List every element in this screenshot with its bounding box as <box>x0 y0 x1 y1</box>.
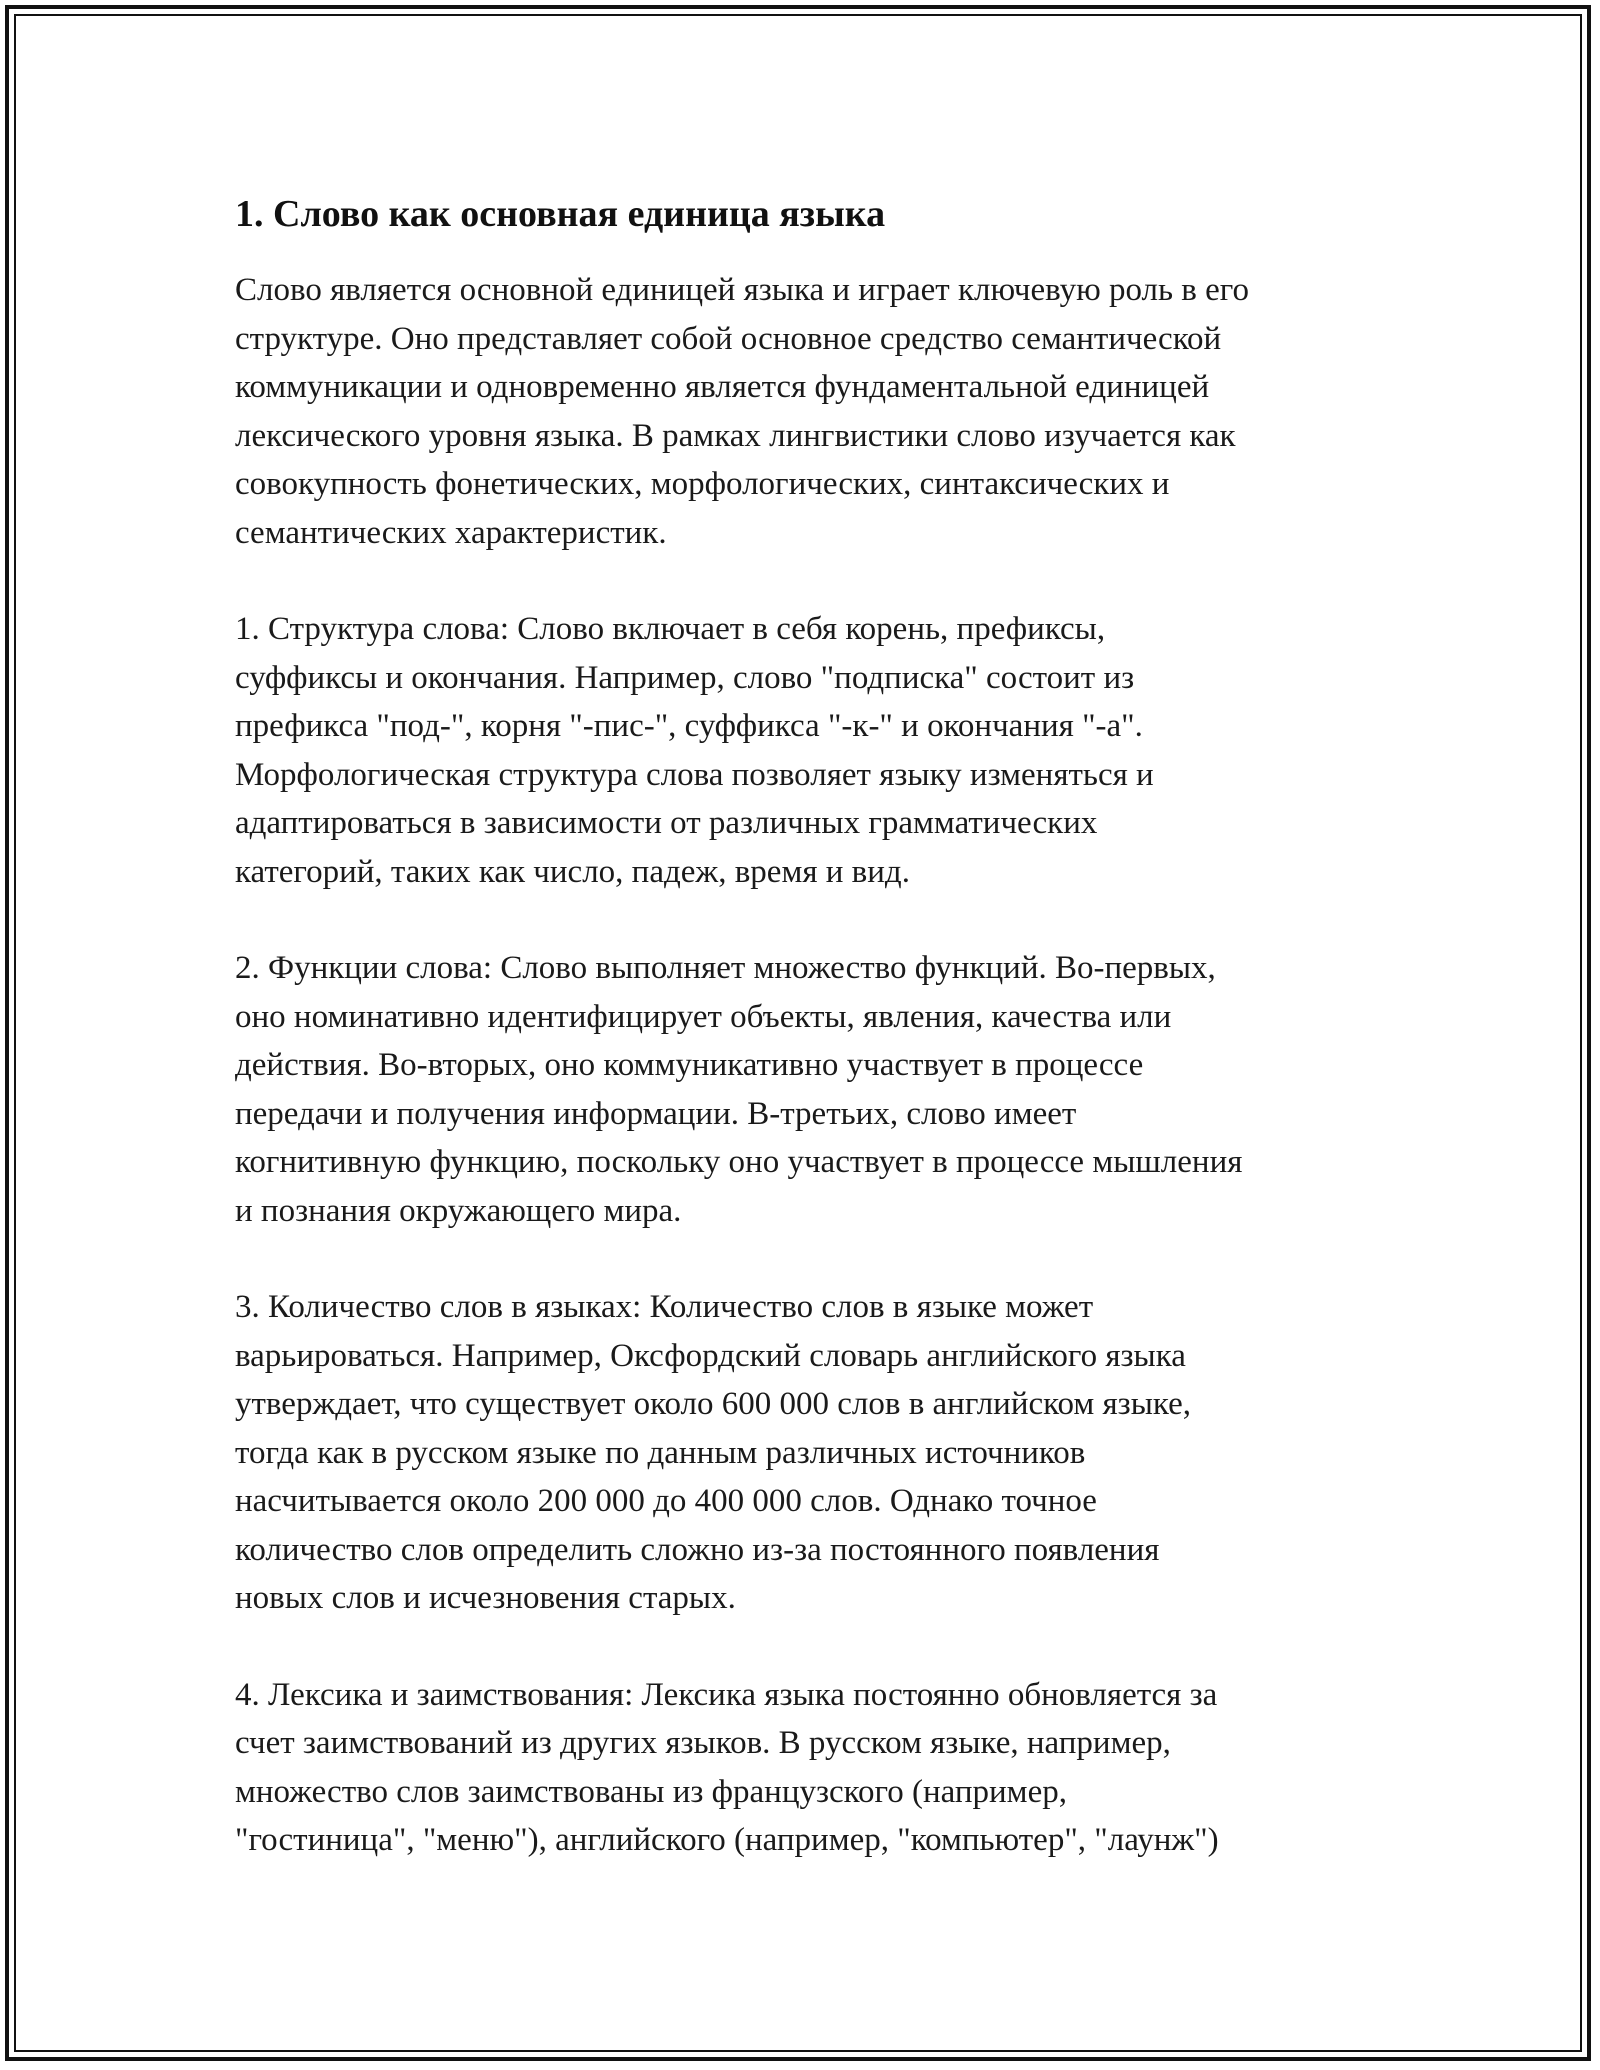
document-body <box>235 188 1375 1865</box>
paragraph-word-functions: 2. Функции слова: Слово выполняет множество функций. Во-первых, оно номинативно идентифицирует объекты, явления, качества или действия. Во-вторых, оно коммуникативно участвует в процессе передачи и получения информации. В-третьих, слово имеет когнитивную функцию, поскольку оно участвует в процессе мышления и познания окружающего мира. <box>235 950 1243 1229</box>
intro-paragraph: Слово является основной единицей языка и играет ключевую роль в его структуре. Оно представляет собой основное средство семантической коммуникации и одновременно является фундаментальной единицей лексического уровня языка. В рамках лингвистики слово изучается как совокупность фонетических, морфологических, синтаксических и семантических характеристик. <box>235 272 1249 551</box>
paragraph-word-count: 3. Количество слов в языках: Количество слов в языке может варьироваться. Например, Оксфордский словарь английского языка утверждает, что существует около 600 000 слов в английском языке, тогда как в русском языке по данным различных источников насчитывается около 200 000 до 400 000 слов. Однако точное количество слов определить сложно из-за постоянного появления новых слов и исчезновения старых. <box>235 1289 1191 1616</box>
section-heading: 1. Слово как основная единица языка <box>235 193 886 235</box>
paragraph-word-structure: 1. Структура слова: Слово включает в себя корень, префиксы, суффиксы и окончания. Например, слово "подписка" состоит из префикса "под-", корня "-пис-", суффикса "-к-" и окончания "-а". Морфологическая структура слова позволяет языку изменяться и адаптироваться в зависимости от различных грамматических категорий, таких как число, падеж, время и вид. <box>235 611 1154 890</box>
paragraph-vocabulary-borrowings: 4. Лексика и заимствования: Лексика языка постоянно обновляется за счет заимствований из других языков. В русском языке, например, множество слов заимствованы из французского (например, "гостиница", "меню"), английского (например, "компьютер", "лаунж") <box>235 1676 1219 1858</box>
